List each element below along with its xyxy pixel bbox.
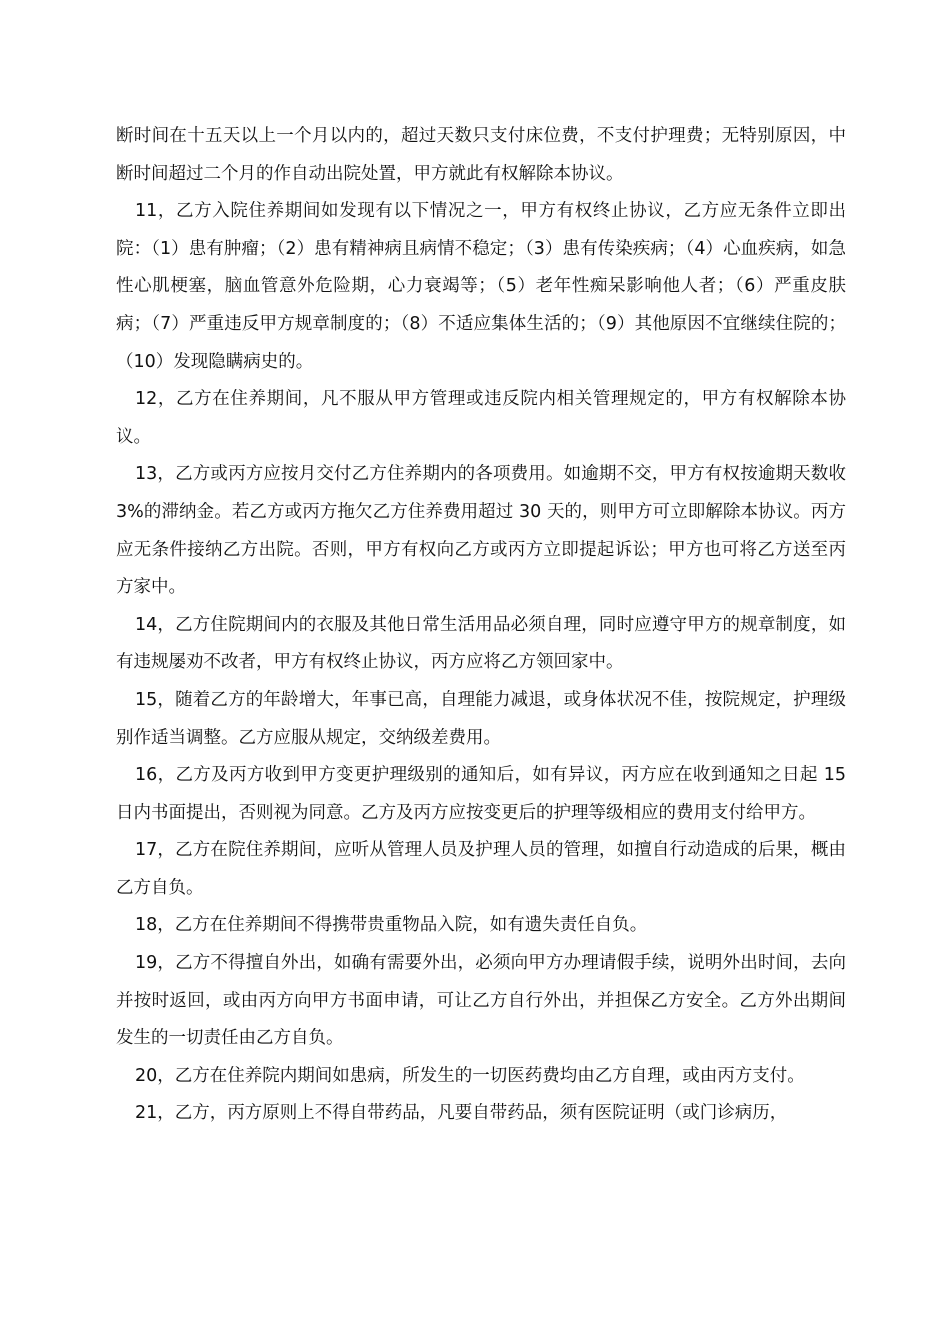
clause-19: 19，乙方不得擅自外出，如确有需要外出，必须向甲方办理请假手续，说明外出时间，去向并按时返回，或由丙方向甲方书面申请，可让乙方自行外出，并担保乙方安全。乙方外出期间发生的一切责任由乙方自负。 xyxy=(116,953,846,1049)
clause-21: 21，乙方，丙方原则上不得自带药品，凡要自带药品，须有医院证明（或门诊病历， xyxy=(135,1103,788,1124)
clause-12: 12，乙方在住养期间，凡不服从甲方管理或违反院内相关管理规定的，甲方有权解除本协议。 xyxy=(116,389,846,447)
clause-15: 15，随着乙方的年龄增大，年事已高，自理能力减退，或身体状况不佳，按院规定，护理级别作适当调整。乙方应服从规定，交纳级差费用。 xyxy=(116,689,846,748)
clause-20: 20，乙方在住养院内期间如患病，所发生的一切医药费均由乙方自理，或由丙方支付。 xyxy=(135,1065,805,1086)
clause-11: 11，乙方入院住养期间如发现有以下情况之一，甲方有权终止协议，乙方应无条件立即出院：（1）患有肿瘤；（2）患有精神病且病情不稳定；（3）患有传染疾病；（4）心血疾病，如急性心肌梗塞，脑血管意外危险期，心力衰竭等；（5）老年性痴呆影响他人者；（6）严重皮肤病；（7）严重违反甲方规章制度的；（8）不适应集体生活的；（9）其他原因不宜继续住院的；（10）发现隐瞒病史的。 xyxy=(116,201,846,372)
clause-17: 17，乙方在院住养期间，应听从管理人员及护理人员的管理，如擅自行动造成的后果，概由乙方自负。 xyxy=(116,840,846,898)
paragraph-continuation: 断时间在十五天以上一个月以内的，超过天数只支付床位费，不支付护理费；无特别原因，中断时间超过二个月的作自动出院处置，甲方就此有权解除本协议。 xyxy=(116,126,846,184)
clause-16: 16，乙方及丙方收到甲方变更护理级别的通知后，如有异议，丙方应在收到通知之日起 15 日内书面提出，否则视为同意。乙方及丙方应按变更后的护理等级相应的费用支付给甲方。 xyxy=(116,765,846,823)
document-page xyxy=(116,118,846,1133)
clause-14: 14，乙方住院期间内的衣服及其他日常生活用品必须自理，同时应遵守甲方的规章制度，如有违规屡劝不改者，甲方有权终止协议，丙方应将乙方领回家中。 xyxy=(116,614,846,673)
clause-13: 13，乙方或丙方应按月交付乙方住养期内的各项费用。如逾期不交，甲方有权按逾期天数收 3%的滞纳金。若乙方或丙方拖欠乙方住养费用超过 30 天的，则甲方可立即解除本协议。丙方应无条件接纳乙方出院。否则，甲方有权向乙方或丙方立即提起诉讼；甲方也可将乙方送至丙方家中。 xyxy=(116,464,846,598)
clause-18: 18，乙方在住养期间不得携带贵重物品入院，如有遗失责任自负。 xyxy=(135,915,648,936)
